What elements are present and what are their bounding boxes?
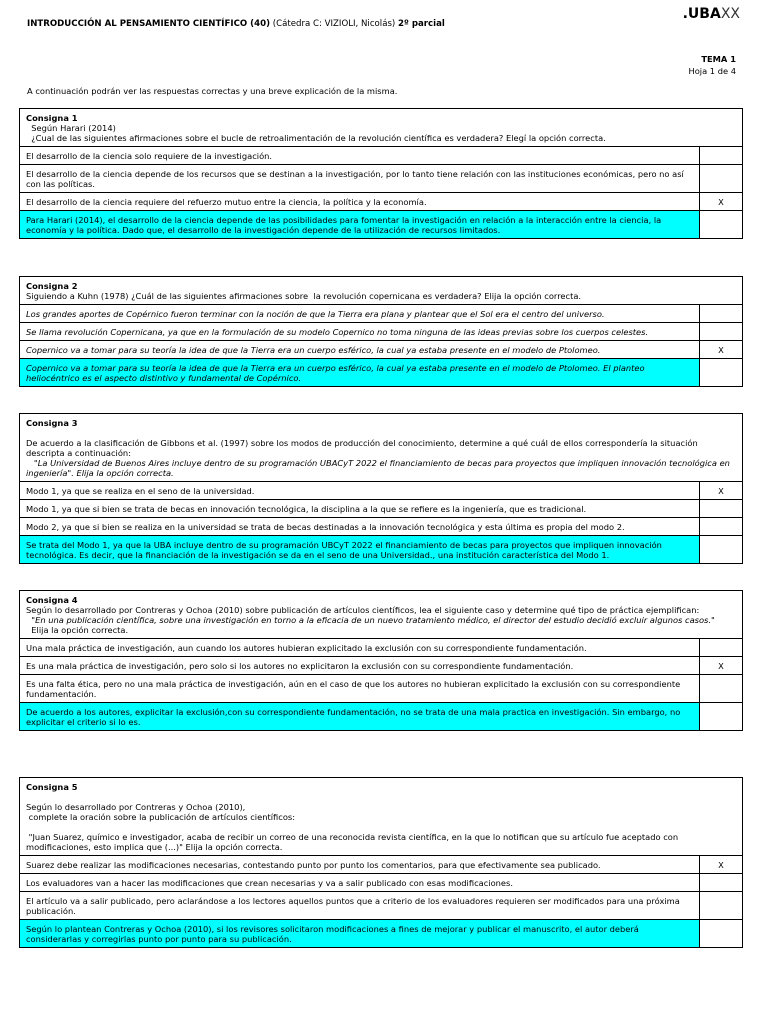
question-prompt-line: "La Universidad de Buenos Aires incluye dentro de su programación UBACyT 2022 el financiamiento de becas para proyectos que impliquen innovación tecnológica en ingeniería". Elija la opción correcta. <box>26 458 733 478</box>
question-title: Consigna 1 <box>26 113 78 123</box>
answer-option-text: Modo 1, ya que si bien se trata de becas en innovación tecnológica, la disciplina a la que se refiere es la ingeniería, que es tradicional. <box>20 500 700 517</box>
explanation-mark-cell <box>700 211 742 238</box>
answer-mark-cell: X <box>718 485 724 496</box>
answer-mark-cell <box>700 305 742 322</box>
answer-option <box>20 639 742 657</box>
answer-option-text: El artículo va a salir publicado, pero aclarándose a los lectores aquellos puntos que a criterio de los evaluadores requieren ser modificados para una próxima publicación. <box>20 892 700 919</box>
answer-explanation <box>20 703 742 730</box>
answer-option <box>20 305 742 323</box>
answer-option <box>20 856 742 874</box>
question-prompt-line: "En una publicación científica, sobre una investigación en torno a la eficacia de un nuevo tratamiento médico, el director del estudio decidió excluir algunos casos." <box>26 615 715 625</box>
answer-option-text: Suarez debe realizar las modificaciones necesarias, contestando punto por punto los comentarios, para que efectivamente sea publicado. <box>20 856 700 873</box>
uba-logo <box>682 6 740 22</box>
answer-option <box>20 193 742 211</box>
answer-option <box>20 341 742 359</box>
answer-mark-cell <box>700 500 742 517</box>
question-title: Consigna 4 <box>26 595 78 605</box>
consigna-2 <box>19 276 743 387</box>
answer-explanation-text: De acuerdo a los autores, explicitar la exclusión,con su correspondiente fundamentación, no se trata de una mala practica en investigación. Sin embargo, no explicitar el criterio si lo es. <box>20 703 700 730</box>
explanation-mark-cell <box>700 536 742 563</box>
logo-main: .UBA <box>682 6 721 22</box>
question-prompt-line: complete la oración sobre la publicación de artículos científicos: <box>26 812 296 822</box>
question-prompt-line: Siguiendo a Kuhn (1978) ¿Cuál de las siguientes afirmaciones sobre la revolución copernicana es verdadera? Elija la opción correcta. <box>26 291 582 301</box>
question-prompt-line: "Juan Suarez, químico e investigador, acaba de recibir un correo de una reconocida revista científica, en la que lo notifican que su artículo fue aceptado con modificaciones, esto implica que (...)" Elija la opción correcta. <box>26 832 681 852</box>
answer-mark-cell <box>700 323 742 340</box>
answer-option-text: El desarrollo de la ciencia requiere del refuerzo mutuo entre la ciencia, la política y la economía. <box>20 193 700 210</box>
question-prompt-line <box>26 822 736 832</box>
question-prompt-line <box>26 428 736 438</box>
answer-explanation <box>20 536 742 563</box>
answer-option-text: Una mala práctica de investigación, aun cuando los autores hubieran explicitado la exclusión con su correspondiente fundamentación. <box>20 639 700 656</box>
explanation-mark-cell <box>700 359 742 386</box>
answer-mark-cell: X <box>718 344 724 355</box>
answer-explanation-text: Según lo plantean Contreras y Ochoa (2010), si los revisores solicitaron modificaciones a fines de mejorar y publicar el manuscrito, el autor deberá considerarlas y corregirlas punto por punto para su publicación. <box>20 920 700 947</box>
answer-option <box>20 657 742 675</box>
answer-option-text: Modo 2, ya que si bien se realiza en la universidad se trata de becas destinadas a la innovación tecnológica y esta última es propia del modo 2. <box>20 518 700 535</box>
question-title: Consigna 5 <box>26 782 78 792</box>
answer-mark-cell <box>700 675 742 702</box>
answer-explanation <box>20 211 742 238</box>
answer-mark-cell <box>700 165 742 192</box>
consigna-3 <box>19 413 743 564</box>
answer-explanation-text: Para Harari (2014), el desarrollo de la ciencia depende de las posibilidades para fomentar la investigación en relación a la interacción entre la ciencia, la economía y la política. Dado que, el desarrollo de la investigación depende de la utilización de recursos limitados. <box>20 211 700 238</box>
answer-option <box>20 675 742 703</box>
logo-suffix: XX <box>720 6 740 22</box>
answer-explanation-text: Copernico va a tomar para su teoría la idea de que la Tierra era un cuerpo esférico, la cual ya estaba presente en el modelo de Ptolomeo. El planteo heliocéntrico es el aspecto distintivo y fundamental de Copérnico. <box>20 359 700 386</box>
answer-option <box>20 874 742 892</box>
answer-option <box>20 482 742 500</box>
answer-option <box>20 518 742 536</box>
answer-explanation-text: Se trata del Modo 1, ya que la UBA incluye dentro de su programación UBCyT 2022 el financiamiento de becas para proyectos que impliquen innovación tecnológica. Es decir, que la financiación de la investigación se da en el seno de una Universidad., una institución característica del Modo 1. <box>20 536 700 563</box>
question-title: Consigna 2 <box>26 281 78 291</box>
answer-option-text: Es una falta ética, pero no una mala práctica de investigación, aún en el caso de que los autores no hubieran explicitado la exclusión con su correspondiente fundamentación. <box>20 675 700 702</box>
answer-mark-cell <box>700 874 742 891</box>
question-prompt-line: ¿Cual de las siguientes afirmaciones sobre el bucle de retroalimentación de la revolución científica es verdadera? Elegí la opción correcta. <box>26 133 606 143</box>
answer-option-text: El desarrollo de la ciencia solo requiere de la investigación. <box>20 147 700 164</box>
course-chair: (Cátedra C: VIZIOLI, Nicolás) <box>270 19 399 29</box>
explanation-mark-cell <box>700 703 742 730</box>
question-prompt-line <box>26 792 736 802</box>
answer-mark-cell: X <box>718 859 724 870</box>
question-prompt-line: Según lo desarrollado por Contreras y Ochoa (2010), <box>26 802 246 812</box>
answer-option-text: Los grandes aportes de Copérnico fueron terminar con la noción de que la Tierra era plana y plantear que el Sol era el centro del universo. <box>20 305 700 322</box>
answer-mark-cell <box>700 892 742 919</box>
question-header <box>20 277 742 305</box>
explanation-mark-cell <box>700 920 742 947</box>
question-header <box>20 778 742 856</box>
answer-option <box>20 892 742 920</box>
answer-option-text: Se llama revolución Copernicana, ya que en la formulación de su modelo Copernico no toma ninguna de las ideas previas sobre los cuerpos celestes. <box>20 323 700 340</box>
answer-option-text: Modo 1, ya que se realiza en el seno de la universidad. <box>20 482 700 499</box>
exam-name: 2º parcial <box>398 19 445 29</box>
question-header <box>20 414 742 482</box>
page-counter: Hoja 1 de 4 <box>688 66 736 76</box>
consigna-5 <box>19 777 743 948</box>
answer-explanation <box>20 920 742 947</box>
tema-label: TEMA 1 <box>701 54 736 64</box>
question-prompt-line: Según lo desarrollado por Contreras y Ochoa (2010) sobre publicación de artículos científicos, lea el siguiente caso y determine qué tipo de práctica ejemplifican: <box>26 605 700 615</box>
question-prompt-line: Según Harari (2014) <box>26 123 116 133</box>
answer-option-text: Los evaluadores van a hacer las modificaciones que crean necesarias y va a salir publicado con esas modificaciones. <box>20 874 700 891</box>
question-prompt-line: Elija la opción correcta. <box>26 625 129 635</box>
answer-mark-cell: X <box>718 660 724 671</box>
course-name: INTRODUCCIÓN AL PENSAMIENTO CIENTÍFICO (40) <box>27 19 270 29</box>
question-header <box>20 109 742 147</box>
consigna-4 <box>19 590 743 731</box>
answer-explanation <box>20 359 742 386</box>
answer-option-text: Es una mala práctica de investigación, pero solo si los autores no explicitaron la exclusión con su correspondiente fundamentación. <box>20 657 700 674</box>
answer-option <box>20 500 742 518</box>
answer-mark-cell <box>700 147 742 164</box>
question-prompt-line: De acuerdo a la clasificación de Gibbons et al. (1997) sobre los modos de producción del conocimiento, determine a qué cuál de ellos correspondería la situación descripta a continuación: <box>26 438 701 458</box>
answer-mark-cell <box>700 639 742 656</box>
answer-mark-cell <box>700 518 742 535</box>
intro-text: A continuación podrán ver las respuestas correctas y una breve explicación de la misma. <box>27 86 398 96</box>
question-header <box>20 591 742 639</box>
answer-mark-cell: X <box>718 196 724 207</box>
consigna-1 <box>19 108 743 239</box>
answer-option-text: Copernico va a tomar para su teoría la idea de que la Tierra era un cuerpo esférico, la cual ya estaba presente en el modelo de Ptolomeo. <box>20 341 700 358</box>
answer-option <box>20 165 742 193</box>
answer-option <box>20 147 742 165</box>
answer-option-text: El desarrollo de la ciencia depende de los recursos que se destinan a la investigación, por lo tanto tiene relación con las instituciones económicas, pero no así con las políticas. <box>20 165 700 192</box>
answer-option <box>20 323 742 341</box>
question-title: Consigna 3 <box>26 418 78 428</box>
exam-header <box>27 19 445 29</box>
